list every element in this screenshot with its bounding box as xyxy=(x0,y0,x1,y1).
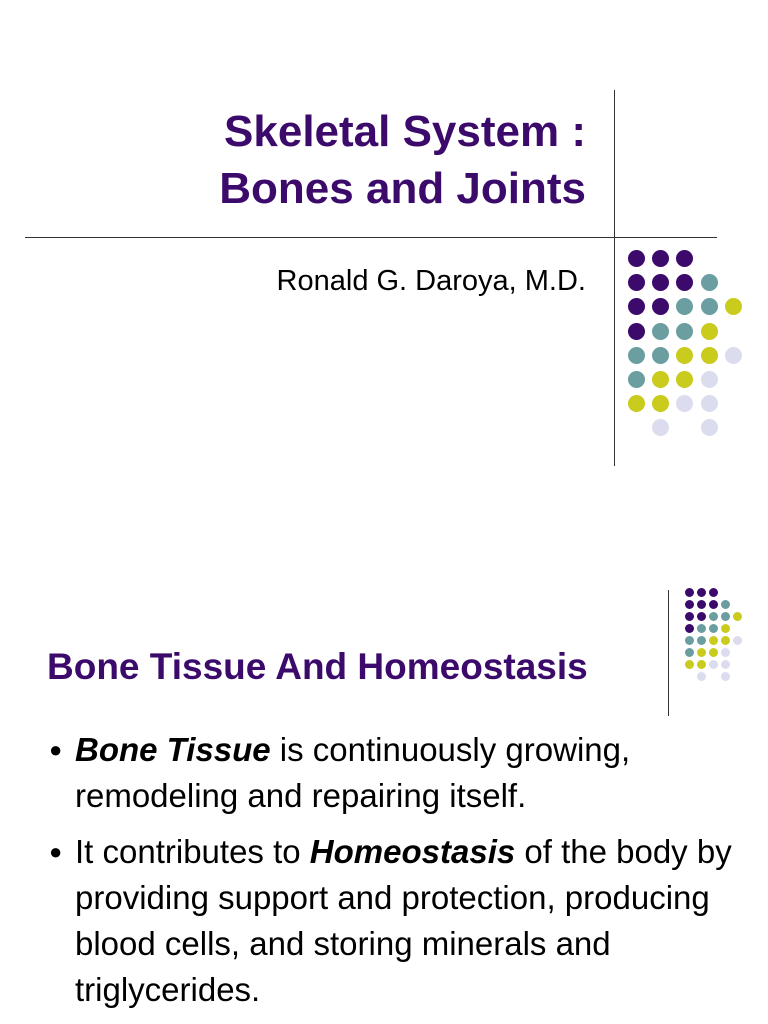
decorative-dot xyxy=(709,648,718,657)
decorative-dot xyxy=(697,588,706,597)
decorative-dot xyxy=(701,419,718,436)
bullet-emphasis: Homeostasis xyxy=(309,833,516,870)
decorative-dot xyxy=(709,624,718,633)
decorative-dot xyxy=(697,660,706,669)
decorative-dot xyxy=(628,347,645,364)
decorative-dot xyxy=(685,612,694,621)
decorative-dot xyxy=(697,600,706,609)
decorative-dot xyxy=(721,612,730,621)
decorative-dot xyxy=(701,298,718,315)
title-line-2: Bones and Joints xyxy=(219,164,586,213)
decorative-dot xyxy=(685,648,694,657)
decorative-dot xyxy=(652,347,669,364)
bullet-item xyxy=(47,727,737,819)
decorative-dot xyxy=(652,395,669,412)
decorative-dot xyxy=(697,624,706,633)
decorative-dot xyxy=(685,660,694,669)
decorative-dot xyxy=(733,636,742,645)
decorative-dot xyxy=(701,371,718,388)
decorative-dot xyxy=(652,298,669,315)
slide-title xyxy=(219,103,586,217)
decorative-dot xyxy=(628,323,645,340)
decorative-dot xyxy=(685,624,694,633)
decorative-dot xyxy=(697,672,706,681)
decorative-dot xyxy=(685,600,694,609)
decorative-dot xyxy=(652,323,669,340)
decorative-dot xyxy=(676,250,693,267)
bullet-item xyxy=(47,829,737,1013)
decorative-dot xyxy=(701,323,718,340)
decorative-dot xyxy=(721,636,730,645)
decorative-dot xyxy=(652,419,669,436)
decorative-dot xyxy=(709,588,718,597)
vertical-divider xyxy=(668,590,669,716)
decorative-dot xyxy=(676,298,693,315)
decorative-dot xyxy=(721,648,730,657)
decorative-dot xyxy=(697,636,706,645)
title-line-1: Skeletal System : xyxy=(224,107,586,156)
decorative-dot xyxy=(697,612,706,621)
decorative-dot xyxy=(701,274,718,291)
decorative-dot xyxy=(721,660,730,669)
decorative-dot xyxy=(725,347,742,364)
author-name: Ronald G. Daroya, M.D. xyxy=(276,265,586,297)
decorative-dot xyxy=(721,600,730,609)
bullet-text: is continuously growing, remodeling and repairing itself. xyxy=(75,731,631,814)
decorative-dot xyxy=(685,588,694,597)
decorative-dot xyxy=(709,600,718,609)
decorative-dot xyxy=(709,636,718,645)
decorative-dot xyxy=(709,660,718,669)
decorative-dot xyxy=(709,612,718,621)
decorative-dot xyxy=(721,624,730,633)
decorative-dot xyxy=(628,371,645,388)
content-slide xyxy=(0,512,768,1024)
decorative-dot xyxy=(652,250,669,267)
slide-title: Bone Tissue And Homeostasis xyxy=(47,646,588,687)
decorative-dot xyxy=(628,298,645,315)
decorative-dot xyxy=(628,274,645,291)
decorative-dot xyxy=(701,395,718,412)
bullet-list xyxy=(47,727,737,1023)
decorative-dot xyxy=(685,636,694,645)
bullet-emphasis: Bone Tissue xyxy=(75,731,271,768)
bullet-text: of the body by providing support and protection, producing blood cells, and storing minerals and triglycerides. xyxy=(75,833,732,1008)
decorative-dot xyxy=(733,612,742,621)
decorative-dot xyxy=(676,395,693,412)
decorative-dot xyxy=(676,274,693,291)
decorative-dot xyxy=(676,323,693,340)
decorative-dot xyxy=(628,395,645,412)
vertical-divider xyxy=(614,90,615,466)
decorative-dot xyxy=(721,672,730,681)
decorative-dot xyxy=(628,250,645,267)
decorative-dot xyxy=(701,347,718,364)
decorative-dot xyxy=(676,347,693,364)
bullet-icon: ● xyxy=(49,737,63,762)
decorative-dot xyxy=(676,371,693,388)
bullet-text-before: It contributes to xyxy=(75,833,310,870)
bullet-icon: ● xyxy=(49,839,63,864)
decorative-dot xyxy=(652,274,669,291)
decorative-dot xyxy=(652,371,669,388)
decorative-dot xyxy=(697,648,706,657)
decorative-dot xyxy=(725,298,742,315)
